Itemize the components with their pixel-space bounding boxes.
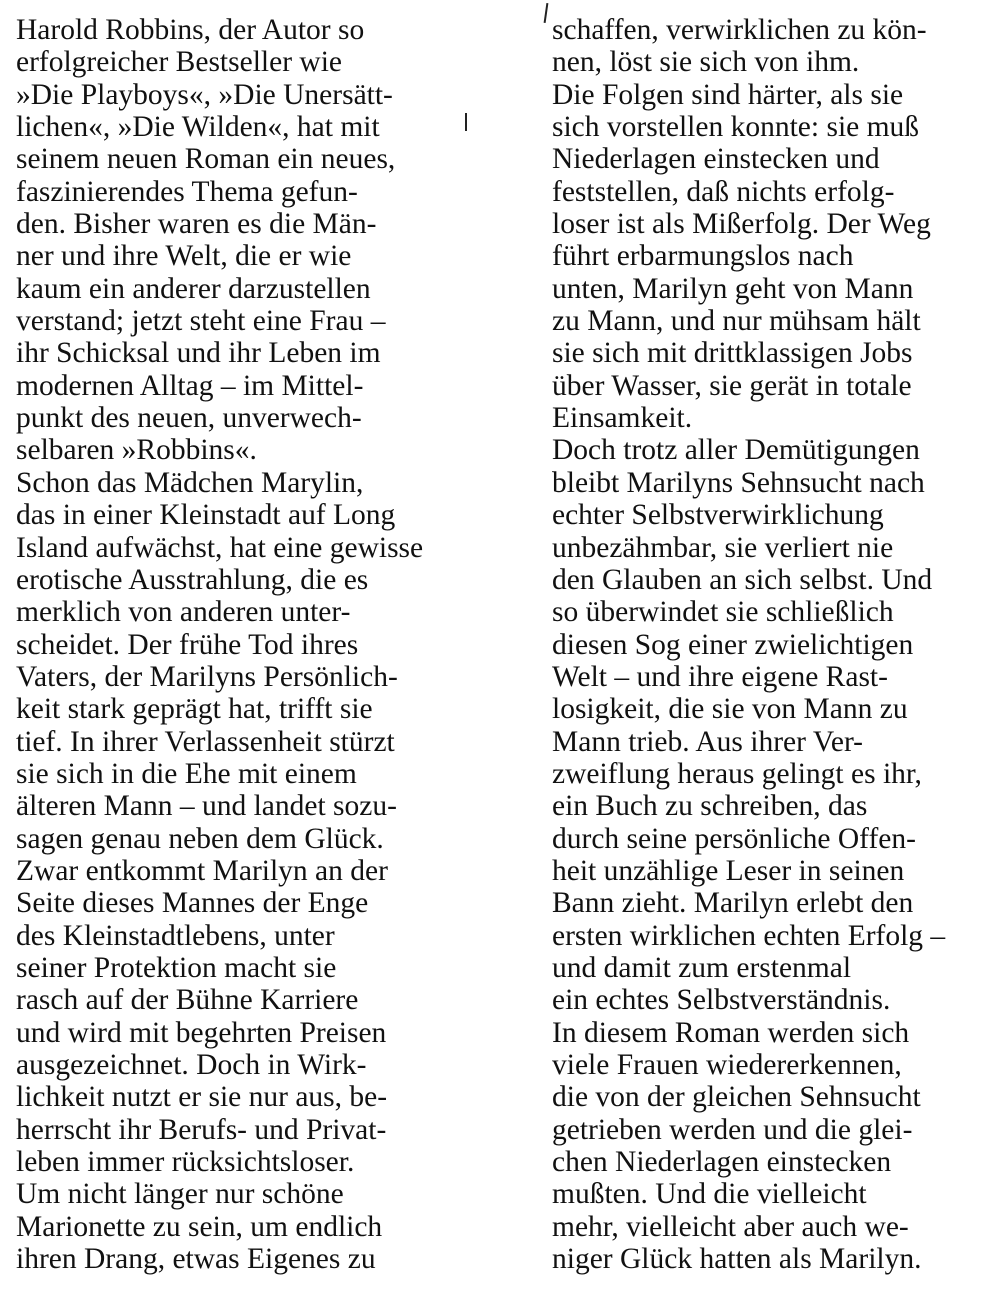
text-line: loser ist als Mißerfolg. Der Weg: [552, 208, 931, 241]
text-line: chen Niederlagen einstecken: [552, 1146, 892, 1179]
text-line: losigkeit, die sie von Mann zu: [552, 693, 908, 726]
text-line: den. Bisher waren es die Män-: [16, 208, 377, 241]
text-line: zweiflung heraus gelingt es ihr,: [552, 757, 922, 790]
text-line: Die Folgen sind härter, als sie: [552, 78, 904, 111]
text-line: über Wasser, sie gerät in totale: [552, 369, 912, 402]
text-line: scheidet. Der frühe Tod ihres: [16, 628, 359, 661]
text-line: ein Buch zu schreiben, das: [552, 790, 868, 823]
text-line: lichkeit nutzt er sie nur aus, be-: [16, 1081, 388, 1114]
text-line: ausgezeichnet. Doch in Wirk-: [16, 1049, 367, 1081]
text-line: mußten. Und die vielleicht: [552, 1178, 867, 1211]
text-line: sich vorstellen konnte: sie muß: [552, 111, 920, 144]
text-line: bleibt Marilyns Sehnsucht nach: [552, 466, 925, 499]
text-line: Island aufwächst, hat eine gewisse: [16, 531, 424, 564]
text-line: herrscht ihr Berufs- und Privat-: [16, 1113, 387, 1146]
text-line: Vaters, der Marilyns Persönlich-: [16, 660, 398, 693]
text-line: ersten wirklichen echten Erfolg –: [552, 919, 946, 952]
text-line: älteren Mann – und landet sozu-: [16, 790, 397, 823]
text-line: Marionette zu sein, um endlich: [16, 1210, 383, 1243]
text-line: »Die Playboys«, »Die Unersätt-: [16, 78, 393, 111]
text-line: Einsamkeit.: [552, 402, 693, 435]
text-line: seinem neuen Roman ein neues,: [16, 143, 396, 176]
text-line: tief. In ihrer Verlassenheit stürzt: [16, 725, 395, 758]
text-line: durch seine persönliche Offen-: [552, 822, 916, 855]
text-line: Seite dieses Mannes der Enge: [16, 887, 369, 920]
text-line: rasch auf der Bühne Karriere: [16, 984, 359, 1017]
text-line: punkt des neuen, unverwech-: [16, 402, 362, 435]
text-line: ner und ihre Welt, die er wie: [16, 240, 352, 273]
text-line: und wird mit begehrten Preisen: [16, 1016, 387, 1049]
text-line: feststellen, daß nichts erfolg-: [552, 175, 895, 208]
text-line: echter Selbstverwirklichung: [552, 499, 884, 532]
text-line: merklich von anderen unter-: [16, 596, 351, 629]
text-line: Schon das Mädchen Marylin,: [16, 466, 364, 499]
text-line: In diesem Roman werden sich: [552, 1016, 910, 1049]
text-line: viele Frauen wiedererkennen,: [552, 1049, 902, 1081]
text-line: Welt – und ihre eigene Rast-: [552, 660, 888, 693]
text-line: die von der gleichen Sehnsucht: [552, 1081, 921, 1114]
text-line: Niederlagen einstecken und: [552, 143, 880, 176]
text-line: ihr Schicksal und ihr Leben im: [16, 337, 381, 370]
text-line: zu Mann, und nur mühsam hält: [552, 305, 921, 338]
text-line: niger Glück hatten als Marilyn.: [552, 1243, 922, 1276]
text-line: Bann zieht. Marilyn erlebt den: [552, 887, 914, 920]
text-line: und damit zum erstenmal: [552, 951, 852, 984]
text-line: getrieben werden und die glei-: [552, 1113, 913, 1146]
text-line: nen, löst sie sich von ihm.: [552, 46, 860, 79]
text-line: Zwar entkommt Marilyn an der: [16, 854, 388, 887]
text-line: keit stark geprägt hat, trifft sie: [16, 693, 373, 726]
text-line: Um nicht länger nur schöne: [16, 1178, 344, 1211]
text-line: das in einer Kleinstadt auf Long: [16, 499, 396, 532]
text-column-right: [552, 14, 992, 1275]
text-line: schaffen, verwirklichen zu kön-: [552, 14, 927, 46]
text-line: selbaren »Robbins«.: [16, 434, 257, 467]
text-line: ihren Drang, etwas Eigenes zu: [16, 1243, 376, 1276]
text-line: heit unzählige Leser in seinen: [552, 854, 905, 887]
text-line: diesen Sog einer zwielichtigen: [552, 628, 914, 661]
text-line: unbezähmbar, sie verliert nie: [552, 531, 894, 564]
text-line: faszinierendes Thema gefun-: [16, 175, 358, 208]
scan-artifact-mark: [465, 113, 467, 131]
text-line: erotische Ausstrahlung, die es: [16, 563, 369, 596]
scan-artifact-mark: [544, 3, 549, 23]
text-line: sagen genau neben dem Glück.: [16, 822, 384, 855]
text-line: ein echtes Selbstverständnis.: [552, 984, 891, 1017]
text-line: lichen«, »Die Wilden«, hat mit: [16, 111, 380, 144]
text-line: führt erbarmungslos nach: [552, 240, 854, 273]
text-line: erfolgreicher Bestseller wie: [16, 46, 342, 79]
text-column-left: [16, 14, 456, 1275]
text-line: unten, Marilyn geht von Mann: [552, 272, 914, 305]
text-line: sie sich in die Ehe mit einem: [16, 757, 357, 790]
text-line: Harold Robbins, der Autor so: [16, 14, 365, 46]
text-line: leben immer rücksichtsloser.: [16, 1146, 355, 1179]
text-line: seiner Protektion macht sie: [16, 951, 337, 984]
text-line: mehr, vielleicht aber auch we-: [552, 1210, 909, 1243]
text-line: kaum ein anderer darzustellen: [16, 272, 371, 305]
text-line: modernen Alltag – im Mittel-: [16, 369, 364, 402]
text-line: sie sich mit drittklassigen Jobs: [552, 337, 913, 370]
text-line: des Kleinstadtlebens, unter: [16, 919, 335, 952]
text-line: den Glauben an sich selbst. Und: [552, 563, 933, 596]
text-line: Doch trotz aller Demütigungen: [552, 434, 920, 467]
text-line: verstand; jetzt steht eine Frau –: [16, 305, 386, 338]
text-line: Mann trieb. Aus ihrer Ver-: [552, 725, 864, 758]
text-line: so überwindet sie schließlich: [552, 596, 894, 629]
